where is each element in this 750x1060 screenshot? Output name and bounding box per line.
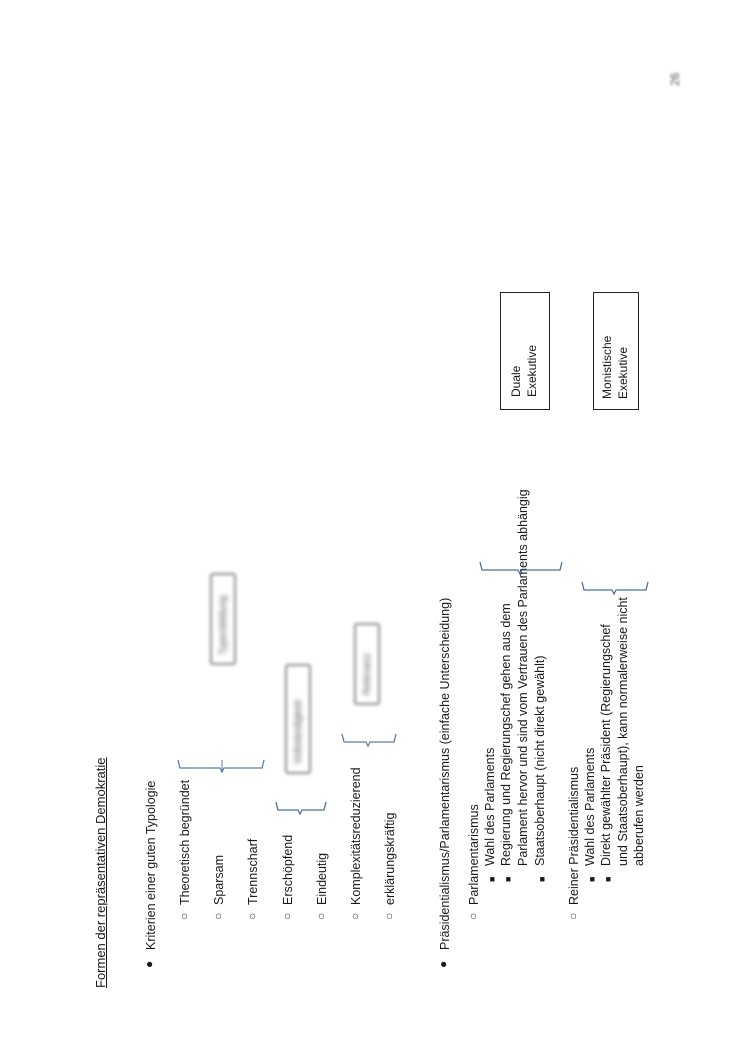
circle-bullet-icon: ○ — [280, 912, 294, 920]
parlamentarismus-item: Regierung und Regierungschef gehen aus dem — [499, 603, 513, 866]
typenbildung-box-text: Typenbildung — [218, 595, 229, 655]
square-bullet-icon: ■ — [537, 876, 547, 882]
brace-typenbildung — [178, 760, 264, 772]
praesidentialismus-item: Wahl des Parlaments — [583, 747, 597, 866]
criterion-item: Sparsam — [212, 854, 226, 905]
square-bullet-icon: ■ — [487, 876, 497, 882]
criterion-item: Erschöpfend — [281, 834, 295, 905]
praesidentialismus-item: abberufen werden — [632, 765, 646, 866]
bullet-icon: ● — [436, 960, 450, 968]
section2-heading-text: Präsidentialismus/Parlamentarismus (einfache Unterscheidung) — [438, 597, 452, 950]
criterion-item: Eindeutig — [315, 852, 329, 905]
circle-bullet-icon: ○ — [382, 912, 396, 920]
praesidentialismus-item: und Staatsoberhaupt), kann normalerweise nicht — [616, 597, 630, 866]
circle-bullet-icon: ○ — [177, 912, 191, 920]
duale-exekutive-line1: Duale — [509, 365, 523, 397]
criterion-item: Theoretisch begründet — [178, 779, 192, 905]
page-number-text: 26 — [668, 72, 682, 86]
criterion-item: erklärungskräftig — [383, 812, 397, 905]
parlamentarismus-item: Wahl des Parlaments — [483, 747, 497, 866]
vollstaendigkeit-box-text: Vollständigkeit — [293, 700, 304, 764]
square-bullet-icon: ■ — [587, 876, 597, 882]
relevanz-box-text: Relevanz — [362, 653, 373, 695]
circle-bullet-icon: ○ — [466, 912, 480, 920]
parlamentarismus-item: Parlament hervor und sind vom Vertrauen des Parlaments abhängig — [516, 489, 530, 866]
brace-vollstaendigkeit — [276, 802, 326, 814]
monistische-exekutive-line1: Monistische — [600, 335, 614, 399]
monistische-exekutive-line2: Exekutive — [616, 346, 630, 399]
brace-relevanz — [342, 734, 396, 746]
duale-exekutive-line2: Exekutive — [525, 344, 539, 397]
bullet-icon: ● — [142, 960, 156, 968]
criterion-item: Komplexitätsreduzierend — [349, 767, 363, 905]
circle-bullet-icon: ○ — [566, 912, 580, 920]
criterion-item: Trennscharf — [246, 838, 260, 905]
circle-bullet-icon: ○ — [314, 912, 328, 920]
square-bullet-icon: ■ — [603, 876, 613, 882]
brace-monistische-exekutive — [582, 582, 648, 594]
circle-bullet-icon: ○ — [348, 912, 362, 920]
parlamentarismus-item: Staatsoberhaupt (nicht direkt gewählt) — [533, 655, 547, 866]
page-title-text: Formen der repräsentativen Demokratie — [93, 757, 108, 988]
praesidentialismus-label: Reiner Präsidentialismus — [567, 766, 581, 905]
square-bullet-icon: ■ — [503, 876, 513, 882]
circle-bullet-icon: ○ — [245, 912, 259, 920]
section1-heading: Kriterien einer guten Typologie — [144, 780, 158, 950]
circle-bullet-icon: ○ — [211, 912, 225, 920]
parlamentarismus-label: Parlamentarismus — [467, 804, 481, 905]
brace-duale-exekutive — [480, 562, 562, 574]
praesidentialismus-item: Direkt gewählter Präsident (Regierungschef — [599, 624, 613, 866]
